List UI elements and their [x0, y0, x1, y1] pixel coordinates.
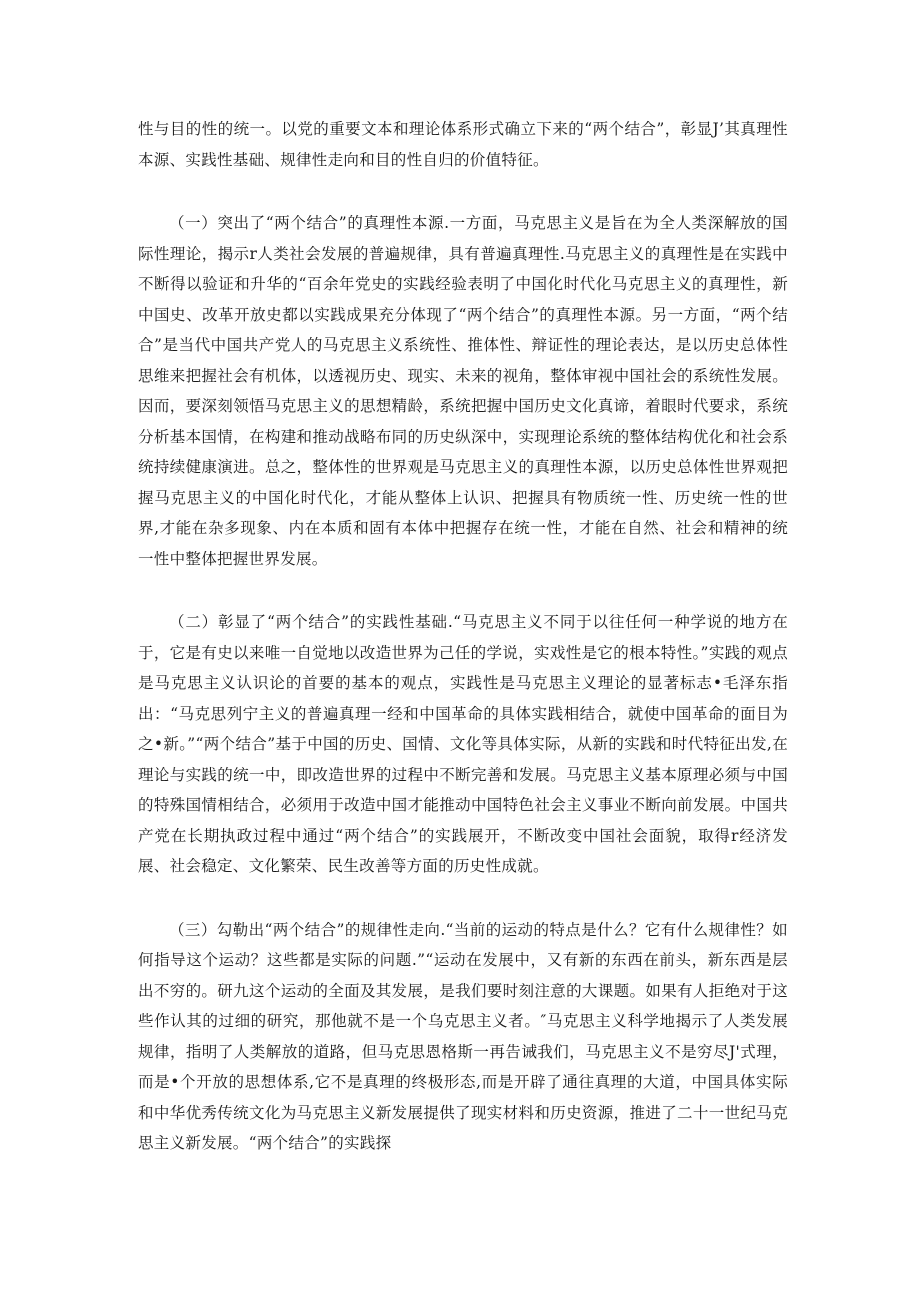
paragraph-section-1: （一）突出了“两个结合”的真理性本源.一方面，马克思主义是旨在为全人类深解放的国际性理论，揭示r人类社会发展的普遍规律，具有普遍真理性.马克思主义的真理性是在实践中不断得以验证和升华的“百余年党史的实践经验表明了中国化时代化马克思主义的真理性，新中国史、改革开放史都以实践成果充分体现了“两个结合”的真理性本源。另一方面，“两个结合”是当代中国共产党人的马克思主义系统性、推体性、辩证性的理论表达，是以历史总体性思维来把握社会有机体，以透视历史、现实、未来的视角，整体审视中国社会的系统性发展。因而，要深刻领悟马克思主义的思想精龄，系统把握中国历史文化真谛，着眼时代要求，系统分析基本国情，在构建和推动战略布同的历史纵深中，实现理论系统的整体结构优化和社会系统持续健康演进。总之，整体性的世界观是马克思主义的真理性本源，以历史总体性世界观把握马克思主义的中国化时代化，才能从整体上认识、把握具有物质统一性、历史统一性的世界,才能在杂多现象、内在本质和固有本体中把握存在统一性，才能在自然、社会和精神的统一性中整体把握世界发展。: [138, 214, 788, 568]
paragraph-section-2: （二）彰显了“两个结合”的实践性基础.“马克思主义不同于以往任何一种学说的地方在于，它是有史以来唯一自觉地以改造世界为己任的学说，实戏性是它的根本特性。”实践的观点是马克思主义认识论的首要的基本的观点，实践性是马克思主义理论的显著标志•毛泽东指出：“马克思列宁主义的普遍真理一经和中国革命的具体实践相结合，就使中国革命的面目为之•新。”“两个结合”基于中国的历史、国情、文化等具体实际，从新的实践和时代特征出发,在理论与实践的统一中，即改造世界的过程中不断完善和发展。马克思主义基本原理必须与中国的特殊国情相结合，必须用于改造中国才能推动中国特色社会主义事业不断向前发展。中国共产党在长期执政过程中通过“两个结合”的实践展开，不断改变中国社会面貌，取得r经济发展、社会稳定、文化繁荣、民生改善等方面的历史性成就。: [138, 613, 788, 875]
paragraph-section-3: （三）勾勒出“两个结合”的规律性走向.“当前的运动的特点是什么？它有什么规律性？如何指导这个运动？这些都是实际的问题.”“运动在发展中，又有新的东西在前头，新东西是层出不穷的。研九这个运动的全面及其发展，是我们要时刻注意的大课题。如果有人拒绝对于这些作认其的过细的研究，那他就不是一个乌克思主义者。″马克思主义科学地揭示了人类发展规律，指明了人类解放的道路，但马克思恩格斯一再告诫我们，马克思主义不是穷尽J'式理，而是•个开放的思想体系,它不是真理的终极形态,而是开辟了通往真理的大道，中国具体实际和中华优秀传统文化为马克思主义新发展提供了现实材料和历史资源，推进了二十一世纪马克思主义新发展。“两个结合”的实践探: [138, 920, 788, 1152]
document-body: [138, 114, 788, 1192]
paragraph-continuation: 性与目的性的统一。以党的重要文本和理论体系形式确立下来的“两个结合”，彰显J’其真理性本源、实践性基础、规律性走向和目的性自归的价值特征。: [138, 120, 788, 169]
